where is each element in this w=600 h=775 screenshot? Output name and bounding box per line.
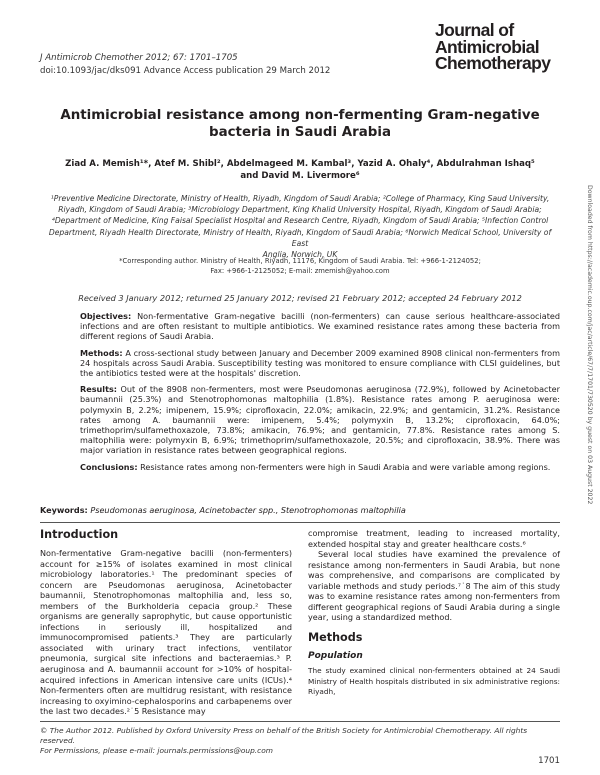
article-title xyxy=(40,107,560,141)
affiliation-line: ¹Preventive Medicine Directorate, Ministry of Health, Riyadh, Kingdom of Saudi Arabia; ²College of Pharmacy, King Saud University, xyxy=(50,194,550,203)
left-column xyxy=(40,528,292,717)
authors-line: and David M. Livermore⁶ xyxy=(240,171,360,181)
title-line: Antimicrobial resistance among non-fermenting Gram-negative xyxy=(60,108,540,123)
abstract-results xyxy=(80,384,560,455)
affiliation-line: Anglia, Norwich, UK xyxy=(262,250,338,260)
abstract-label: Objectives: xyxy=(80,311,132,321)
body-paragraph: Several local studies have examined the prevalence of resistance among non-fermenters in Saudi Arabia, but none was comprehensive, and comparisons are complicated by variable methods and study periods.⁷˙8 The aim of this study was to examine resistance rates among non-fermenters from different geographical regions of Saudi Arabia during a single year, using a standardized method. xyxy=(308,549,560,623)
logo-line: Chemotherapy xyxy=(435,53,551,73)
footer-line: © The Author 2012. Published by Oxford University Press on behalf of the British Society for Antimicrobial Chemotherapy. All rights reserved. xyxy=(40,726,528,745)
download-watermark-text: Downloaded from https://academic.oup.com/jac/article/67/7/1701/730520 by guest on 03 August 2022 xyxy=(586,185,593,505)
abstract-text: Non-fermentative Gram-negative bacilli (non-fermenters) can cause serious healthcare-associated infections and are often resistant to multiple antibiotics. We examined resistance rates among these bacteria from different regions of Saudi Arabia. xyxy=(80,311,560,342)
journal-logo xyxy=(435,22,585,72)
affiliations xyxy=(40,193,560,260)
footer-line[interactable]: For Permissions, please e-mail: journals.permissions@oup.com xyxy=(40,746,273,755)
keywords-label: Keywords: xyxy=(40,505,88,515)
right-column xyxy=(308,528,560,697)
author-list xyxy=(40,158,560,182)
title-line: bacteria in Saudi Arabia xyxy=(209,125,391,140)
introduction-paragraph: Non-fermentative Gram-negative bacilli (non-fermenters) account for ≥15% of isolates examined in most clinical microbiology laboratories.¹ The predominant species of concern are Pseudomonas aeruginosa, Acinetobacter baumannii, Stenotrophomonas maltophilia and, less so, members of the Burkholderia cepacia group.² These organisms are generally saprophytic, but cause opportunistic infections in seriously ill, hospitalized and immunocompromised patients.³ They are particularly associated with urinary tract infections, ventilator pneumonia, surgical site infections and bacteraemias.³ P. aeruginosa and A. baumannii account for >10% of hospital-acquired infections in American intensive care units (ICUs).⁴ Non-fermenters often are multidrug resistant, with resistance increasing to oxyimino-cephalosporins and carbapenems over the last two decades.²˙5 Resistance may xyxy=(40,548,292,717)
abstract-label: Results: xyxy=(80,384,117,395)
correspondence-line: *Corresponding author. Ministry of Health, Riyadh, 11176, Kingdom of Saudi Arabia. Tel: +966-1-2124052; xyxy=(119,257,481,265)
population-paragraph: The study examined clinical non-fermenters obtained at 24 Saudi Ministry of Health hospitals distributed in six administrative regions: Riyadh, xyxy=(308,666,560,696)
abstract-text: Out of the 8908 non-fermenters, most were Pseudomonas aeruginosa (72.9%), followed by Acinetobacter baumannii (25.3%) and Stenotrophomonas maltophilia (1.8%). Resistance rates among P. aeruginosa were: polymyxin B, 2.2%; imipenem, 15.9%; ciprofloxacin, 22.0%; amikacin, 22.9%; and gentamicin, 31.2%. Resistance rates among A. baumannii were: imipenem, 5.4%; polymyxin B, 13.2%; ciprofloxacin, 64.0%; trimethoprim/sulfamethoxazole, 73.8%; amikacin, 76.9%; and gentamicin, 77.8%. Resistance rates among S. maltophilia were: polymyxin B, 6.9%; trimethoprim/sulfamethoxazole, 20.5%; and ciprofloxacin, 38.9%. There was major variation in resistance rates between geographical regions. xyxy=(80,384,560,456)
journal-reference: J Antimicrob Chemother 2012; 67: 1701–1705 xyxy=(40,53,238,63)
abstract-objectives xyxy=(80,311,560,342)
abstract-label: Conclusions: xyxy=(80,461,138,472)
footer-divider xyxy=(40,721,560,722)
affiliation-line: Department, Riyadh Health Directorate, Ministry of Health, Riyadh, Kingdom of Saudi Arabia; ⁶Norwich Medical School, University of East xyxy=(48,227,552,248)
affiliation-line: Riyadh, Kingdom of Saudi Arabia; ³Microbiology Department, King Khalid University Hospital, Riyadh, Kingdom of Saudi Arabia; xyxy=(58,205,542,215)
copyright-footer xyxy=(40,726,560,756)
abstract xyxy=(80,311,560,478)
section-divider xyxy=(40,522,560,523)
download-watermark xyxy=(583,185,595,605)
doi-line[interactable]: doi:10.1093/jac/dks091 Advance Access publication 29 March 2012 xyxy=(40,66,331,76)
abstract-label: Methods: xyxy=(80,347,123,358)
methods-heading: Methods xyxy=(308,630,363,644)
abstract-conclusions xyxy=(80,462,560,472)
population-heading: Population xyxy=(308,650,363,661)
logo-line: Journal of xyxy=(435,20,514,40)
affiliation-line: ⁴Department of Medicine, King Faisal Specialist Hospital and Research Centre, Riyadh, Kingdom of Saudi Arabia; ⁵Infection Control xyxy=(51,216,549,226)
abstract-text: Resistance rates among non-fermenters were high in Saudi Arabia and were variable among regions. xyxy=(140,461,551,472)
introduction-heading: Introduction xyxy=(40,528,119,541)
correspondence xyxy=(40,256,560,276)
keywords xyxy=(40,505,560,516)
publication-dates: Received 3 January 2012; returned 25 January 2012; revised 21 February 2012; accepted 24 February 2012 xyxy=(78,293,522,303)
keywords-text: Pseudomonas aeruginosa, Acinetobacter spp., Stenotrophomonas maltophilia xyxy=(90,505,406,515)
abstract-methods xyxy=(80,348,560,379)
page-number: 1701 xyxy=(538,756,560,766)
abstract-text: A cross-sectional study between January and December 2009 examined 8908 clinical non-fermenters from 24 hospitals across Saudi Arabia. Susceptibility testing was monitored to ensure compliance with CLSI guidelines, but the antibiotics tested were at the hospitals' discretion. xyxy=(80,347,560,379)
authors-line: Ziad A. Memish¹*, Atef M. Shibl², Abdelmageed M. Kambal³, Yazid A. Ohaly⁴, Abdulrahman Ishaq⁵ xyxy=(65,159,535,169)
body-paragraph: compromise treatment, leading to increased mortality, extended hospital stay and greater healthcare costs.⁶ xyxy=(308,528,560,549)
logo-line: Antimicrobial xyxy=(435,36,540,57)
correspondence-line: Fax: +966-1-2125052; E-mail: zmemish@yahoo.com xyxy=(210,267,390,275)
